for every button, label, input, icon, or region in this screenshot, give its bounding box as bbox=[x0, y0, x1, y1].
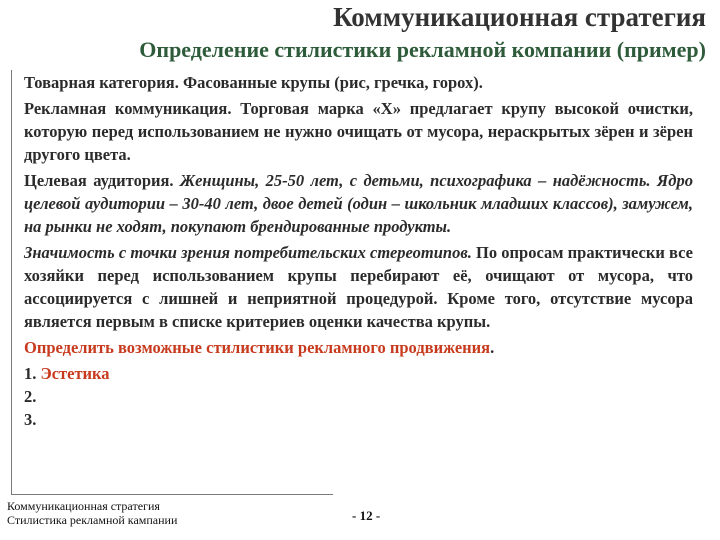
audience-text: Женщины, 25-50 лет, с детьми, психографика – надёжность. Ядро целевой аудитории – 30-40 лет, двое детей (один – школьник младших классов), замужем, на рынки не ходят, покупают брендированные продукты. bbox=[24, 171, 693, 236]
category-paragraph bbox=[24, 71, 693, 94]
audience-label: Целевая аудитория. bbox=[24, 171, 174, 190]
communication-paragraph bbox=[24, 97, 693, 166]
slide-content bbox=[24, 71, 693, 431]
category-label: Товарная категория. bbox=[24, 73, 179, 92]
importance-text: По опросам практически все хозяйки перед использованием крупы перебирают её, очищают от мусора, что ассоциируется с лишней и неприятной процедурой. Кроме того, отсутствие мусора является первым в списке критериев оценки качества крупы. bbox=[24, 243, 693, 331]
define-label: Определить возможные стилистики рекламного продвижения bbox=[24, 338, 491, 357]
list-item-3 bbox=[24, 408, 693, 431]
list-item-3-num: 3. bbox=[24, 410, 37, 429]
footer-line-2: Стилистика рекламной кампании bbox=[7, 513, 178, 527]
communication-text: Торговая марка «Х» предлагает крупу высокой очистки, которую перед использованием не нужно очищать от мусора, нераскрытых зёрен и зёрен другого цвета. bbox=[24, 99, 693, 164]
define-dot: . bbox=[490, 338, 495, 357]
vertical-rule bbox=[11, 70, 12, 495]
importance-label: Значимость с точки зрения потребительских стереотипов. bbox=[24, 243, 472, 262]
list-item-1-text: Эстетика bbox=[36, 364, 110, 383]
define-paragraph bbox=[24, 336, 693, 359]
footer-caption bbox=[7, 499, 177, 527]
list-item-1-num: 1. bbox=[24, 364, 37, 383]
communication-label: Рекламная коммуникация. bbox=[24, 99, 232, 118]
page-number: - 12 - bbox=[352, 508, 381, 523]
list-item-2 bbox=[24, 385, 693, 408]
page-subtitle: Определение стилистики рекламной компании (пример) bbox=[139, 37, 706, 62]
category-text: Фасованные крупы (рис, гречка, горох). bbox=[178, 73, 483, 92]
list-item-1 bbox=[24, 362, 693, 385]
footer-line-1: Коммуникационная стратегия bbox=[7, 499, 160, 513]
page-title: Коммуникационная стратегия bbox=[333, 2, 706, 32]
horizontal-rule bbox=[11, 494, 333, 495]
list-item-2-num: 2. bbox=[24, 387, 37, 406]
audience-paragraph bbox=[24, 169, 693, 238]
importance-paragraph bbox=[24, 241, 693, 333]
